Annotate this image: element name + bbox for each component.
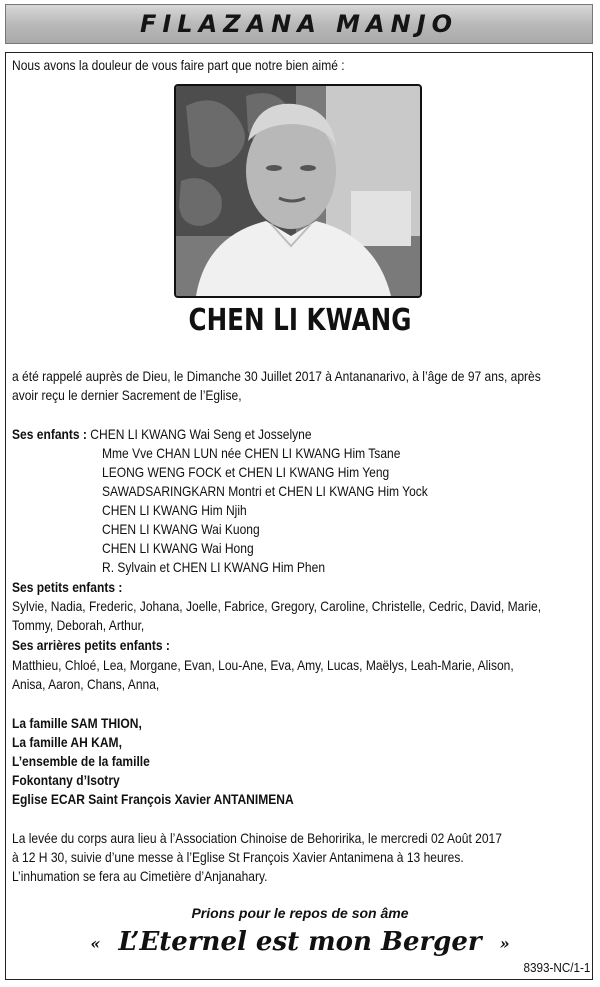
grandchildren-line-2: Tommy, Deborah, Arthur, [12, 617, 145, 633]
child-item: LEONG WENG FOCK et CHEN LI KWANG Him Yeng [102, 464, 390, 480]
prayer-line: Prions pour le repos de son âme [191, 905, 409, 921]
child-item: CHEN LI KWANG Wai Kuong [102, 521, 260, 537]
child-item: CHEN LI KWANG Wai Seng et Josselyne [90, 426, 312, 442]
header-banner [5, 4, 593, 44]
deceased-name: CHEN LI KWANG [188, 303, 412, 338]
great-grandchildren-label: Ses arrières petits enfants : [12, 637, 170, 653]
portrait-image [176, 86, 420, 296]
family-line: Fokontany d’Isotry [12, 772, 120, 788]
grandchildren-label: Ses petits enfants : [12, 579, 123, 595]
family-line: La famille SAM THION, [12, 715, 142, 731]
children-separator: : [79, 426, 91, 442]
great-grandchildren-line-2: Anisa, Aaron, Chans, Anna, [12, 676, 160, 692]
child-item: CHEN LI KWANG Wai Hong [102, 540, 254, 556]
child-item: R. Sylvain et CHEN LI KWANG Him Phen [102, 559, 326, 575]
motto-text: L’Eternel est mon Berger [118, 927, 482, 957]
intro-text: Nous avons la douleur de vous faire part que notre bien aimé : [12, 57, 345, 73]
children-label: Ses enfants [12, 426, 80, 442]
grandchildren-line-1: Sylvie, Nadia, Frederic, Johana, Joelle, Fabrice, Gregory, Caroline, Christelle, Cedric, David, Marie, [12, 598, 542, 614]
motto-close-quote: » [499, 933, 510, 953]
motto-open-quote: « [90, 933, 101, 953]
great-grandchildren-line-1: Matthieu, Chloé, Lea, Morgane, Evan, Lou-Ane, Eva, Amy, Lucas, Maëlys, Leah-Marie, Alison, [12, 657, 514, 673]
announcement-line-1: a été rappelé auprès de Dieu, le Dimanche 30 Juillet 2017 à Antananarivo, à l’âge de 97 ans, après [12, 368, 541, 384]
motto [0, 927, 600, 957]
child-item: CHEN LI KWANG Him Njih [102, 502, 247, 518]
child-item: Mme Vve CHAN LUN née CHEN LI KWANG Him Tsane [102, 445, 401, 461]
family-line: L’ensemble de la famille [12, 753, 150, 769]
funeral-line-3: L’inhumation se fera au Cimetière d’Anjanahary. [12, 868, 268, 884]
family-line: Eglise ECAR Saint François Xavier ANTANIMENA [12, 791, 294, 807]
funeral-line-1: La levée du corps aura lieu à l’Association Chinoise de Behoririka, le mercredi 02 Août 2017 [12, 830, 502, 846]
reference-code: 8393-NC/1-1 [523, 960, 590, 975]
family-line: La famille AH KAM, [12, 734, 122, 750]
header-title: FILAZANA MANJO [139, 10, 459, 38]
portrait-photo [174, 84, 422, 298]
announcement-line-2: avoir reçu le dernier Sacrement de l’Eglise, [12, 387, 242, 403]
children-heading [12, 425, 312, 444]
funeral-line-2: à 12 H 30, suivie d’une messe à l’Eglise St François Xavier Antanimena à 13 heures. [12, 849, 464, 865]
child-item: SAWADSARINGKARN Montri et CHEN LI KWANG Him Yock [102, 483, 428, 499]
